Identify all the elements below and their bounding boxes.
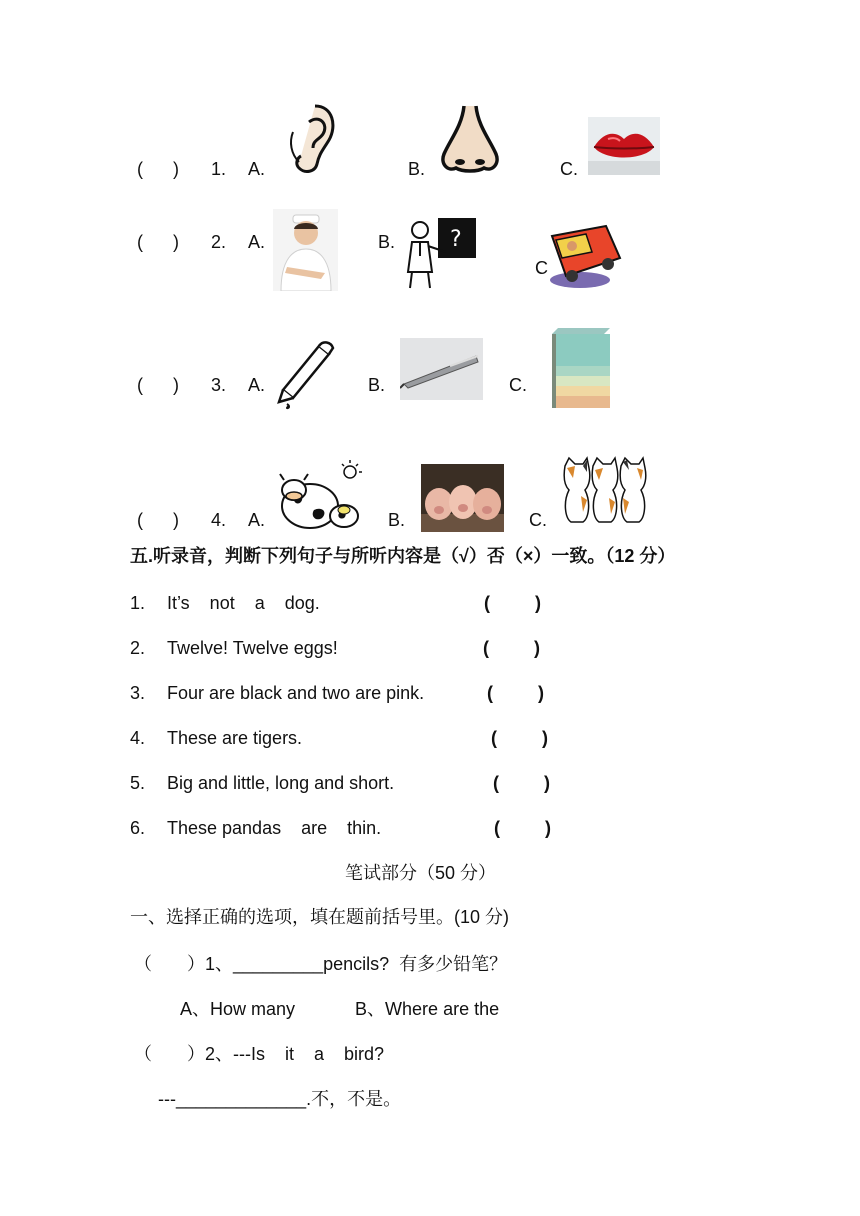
cows-icon xyxy=(274,460,366,536)
option-c-label: C xyxy=(535,258,548,278)
question-number: 2. xyxy=(211,232,227,252)
nose-icon xyxy=(436,102,504,176)
option-b-label: B. xyxy=(408,159,426,179)
option-b-label: B. xyxy=(388,510,406,530)
item-sentence: These are tigers. xyxy=(167,728,303,748)
item-sentence: These pandas are thin. xyxy=(167,818,382,838)
answer-paren[interactable]: ( ) xyxy=(137,159,179,179)
option-b-label: B. xyxy=(368,375,386,395)
answer-paren[interactable]: ( ) xyxy=(491,728,548,748)
answer-paren[interactable]: ( ) xyxy=(487,683,544,703)
pigs-photo xyxy=(421,464,504,532)
question-1: （ ）1、_________pencils? 有多少铅笔？ xyxy=(134,954,508,974)
option-a-label: A. xyxy=(248,510,266,530)
teacher-blackboard-icon xyxy=(402,212,482,290)
question-2-answer-line: ---_____________.不，不是。 xyxy=(158,1089,402,1109)
bus-driver-icon xyxy=(546,218,624,290)
question-2: （ ）2、---Is it a bird? xyxy=(134,1044,385,1064)
cats-icon xyxy=(561,456,649,524)
item-number: 1. xyxy=(130,593,146,613)
option-a-label: A. xyxy=(248,232,266,252)
pencil-drawing-icon xyxy=(275,338,337,410)
option-a-label: A. xyxy=(248,375,266,395)
written-part-title: 笔试部分（50 分） xyxy=(345,863,497,883)
item-sentence: Four are black and two are pink. xyxy=(167,683,425,703)
answer-paren[interactable]: ( ) xyxy=(484,593,541,613)
question-number: 1. xyxy=(211,159,227,179)
answer-paren[interactable]: ( ) xyxy=(137,375,179,395)
item-number: 4. xyxy=(130,728,146,748)
lips-icon xyxy=(588,117,660,175)
item-sentence: Twelve! Twelve eggs! xyxy=(167,638,338,658)
answer-paren[interactable]: ( ) xyxy=(493,773,550,793)
option-c-label: C. xyxy=(529,510,547,530)
item-number: 5. xyxy=(130,773,146,793)
book-icon xyxy=(548,326,612,410)
pen-photo xyxy=(400,338,483,400)
question-number: 3. xyxy=(211,375,227,395)
answer-paren[interactable]: ( ) xyxy=(137,510,179,530)
option-b-label: B. xyxy=(378,232,396,252)
question-1-options: A、How many B、Where are the xyxy=(180,999,500,1019)
answer-paren[interactable]: ( ) xyxy=(137,232,179,252)
answer-paren[interactable]: ( ) xyxy=(483,638,540,658)
section1-heading: 一、选择正确的选项，填在题前括号里。(10 分) xyxy=(130,907,510,927)
item-number: 6. xyxy=(130,818,146,838)
answer-paren[interactable]: ( ) xyxy=(494,818,551,838)
svg-text:?: ? xyxy=(450,227,462,252)
item-number: 2. xyxy=(130,638,146,658)
option-c-label: C. xyxy=(509,375,527,395)
item-number: 3. xyxy=(130,683,146,703)
nurse-photo xyxy=(273,209,338,291)
option-a-label: A. xyxy=(248,159,266,179)
item-sentence: Big and little, long and short. xyxy=(167,773,395,793)
option-c-label: C. xyxy=(560,159,578,179)
item-sentence: It’s not a dog. xyxy=(167,593,320,613)
section5-heading: 五.听录音，判断下列句子与所听内容是（√）否（×）一致。（12 分） xyxy=(130,546,676,566)
question-number: 4. xyxy=(211,510,227,530)
ear-icon xyxy=(285,102,339,176)
